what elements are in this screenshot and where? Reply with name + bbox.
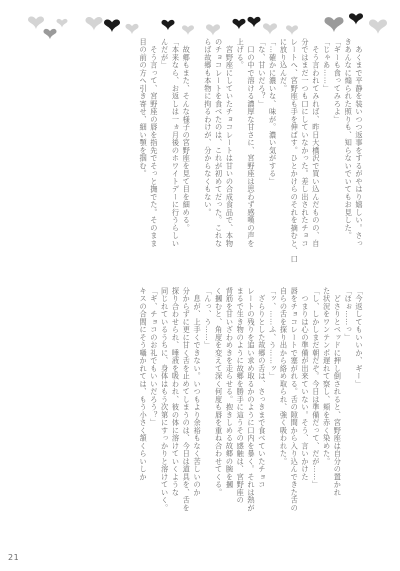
- heart-icon: [233, 19, 246, 29]
- heart-icon: [369, 20, 387, 34]
- text-column: キスの合間にそう囁かれては、もう小さく頷くらいしか: [139, 287, 149, 481]
- heart-icon: [325, 17, 344, 32]
- text-column: 「…確かに濃いな、味が。濃い気がする」: [268, 38, 278, 186]
- heart-icon: [248, 17, 261, 27]
- text-column: に放り込んだ。: [279, 38, 289, 93]
- text-column: 「んっ、う……」: [203, 287, 213, 349]
- page-number: 21: [8, 553, 20, 562]
- text-column: 目の前の方へ引き寄せ、細い顎を掴む。: [139, 38, 149, 178]
- heart-icon: [286, 25, 298, 34]
- heart-icon: [28, 16, 44, 29]
- heart-icon: [126, 24, 139, 34]
- text-column: た状況をワンテンポ遅れて察し、頬を赤く染めた。: [322, 287, 332, 466]
- text-column: レートの残りを追い求め取るかのように口内を暴く。それは熱が: [247, 287, 257, 512]
- text-column: ざらりとした故郷の舌は、さっきまで食べていたチョコ: [257, 287, 267, 489]
- heart-icon: [44, 29, 57, 39]
- heart-icon: [104, 19, 120, 32]
- text-column: 宮野座にしていたチョコレートは甘いの合成食品で、本物: [225, 38, 235, 248]
- text-column: 「ギ、チョコのお礼でもいいだろう？」: [149, 287, 159, 427]
- text-column: 探り合わせられ、唾液を吸われ、彼の体に溶けていくような: [171, 287, 181, 497]
- text-column: そう言って、宮野座の唇を指先でそっと撫でた。そのまま: [149, 38, 159, 248]
- heart-icon: [182, 25, 194, 34]
- text-column: 分からずに更に甘く舌を止めてしまうのは、今日は道具を、舌を: [182, 287, 192, 512]
- text-column: 「今返してもいいか、ギー」: [355, 287, 364, 388]
- text-column: 「し、しかしまだ朝だぞ。今日は準備だって、だが……」: [311, 287, 321, 489]
- heart-icon: [86, 17, 103, 30]
- text-column: 「ほぉ……っ」: [344, 287, 354, 342]
- text-column: どさりとベッドに押し倒されると、宮野座は自分の置かれ: [333, 287, 343, 497]
- body-text-lower: [137, 287, 364, 525]
- body-text-upper: [137, 38, 364, 264]
- text-column: 分ではまだ一つも口にしていなかった。差し出されたチョコ: [301, 38, 311, 248]
- text-column: く摑むと、角度を変えて深く何度も唇を重ね合わせてくる。: [214, 287, 224, 497]
- heart-icon: [263, 23, 277, 34]
- text-column: きあんなに煽られた照りも、知らないでいてもお見した。: [344, 38, 354, 240]
- text-column: 「ッ、……ふ、う……ッ」: [268, 287, 278, 380]
- heart-icon: [162, 20, 175, 30]
- text-column: 「本来なら、お返しは一ヵ月後のホワイトデーに行うらしい: [171, 38, 181, 248]
- text-column: [191, 38, 202, 264]
- text-column: 「な、甘いだろ？」: [257, 38, 267, 108]
- text-column: 唇をチョコレートで塞がれる。舌の隙間から入り込んできた舌の: [290, 287, 300, 512]
- text-column: んだが」: [160, 38, 170, 69]
- heart-icon: [206, 24, 220, 35]
- heart-icon: [57, 19, 68, 28]
- text-column: 「ギーも食ってみろよ」: [333, 38, 343, 124]
- text-column: 息が、上手くできない。いつもより余裕もなく苦しいのか: [193, 287, 203, 497]
- text-column: 口の中で溶ける濃厚な甘さに、宮野座は思わず感嘆の声を: [247, 38, 257, 248]
- heart-icon: [349, 13, 363, 24]
- text-column: まるで生き物のように故郷を勝手に這うその感触は、宮野座の: [236, 287, 246, 504]
- text-column: 同じれているうちに、身体はもう次第にすっかりと溶けていく。: [160, 287, 170, 512]
- text-column: あくまで平静を装いつつ返事をするがやはり嬉しい。さっ: [355, 38, 364, 248]
- text-column: のチョコレートを食べたのは、これが初めてだった。これな: [214, 38, 224, 248]
- text-column: らば故郷も本物に拘るわけが、分からなくもない。: [203, 38, 213, 217]
- text-column: レートへ、宮野座も手を伸ばす。ひとかけらのそれを摘むと、口: [290, 38, 300, 263]
- text-column: 背筋を甘いざわめきを走らせる。抱きしめる故郷の腕を摑: [225, 287, 235, 489]
- text-column: つまりは心の準備が出来ていない。そう、言いかけた: [301, 287, 311, 481]
- text-column: 「じゃあ……」: [322, 38, 332, 93]
- text-column: 上げる。: [236, 38, 246, 69]
- text-column: そう言われてみれば、昨日大橋沢で買い込んだものの、自: [311, 38, 321, 248]
- text-column: 自らの舌を探り出から絡め取られ、強く吸われた。: [279, 287, 289, 466]
- text-column: 故郷もまた、そんな様子の宮野座を見て目を細める。: [182, 38, 192, 232]
